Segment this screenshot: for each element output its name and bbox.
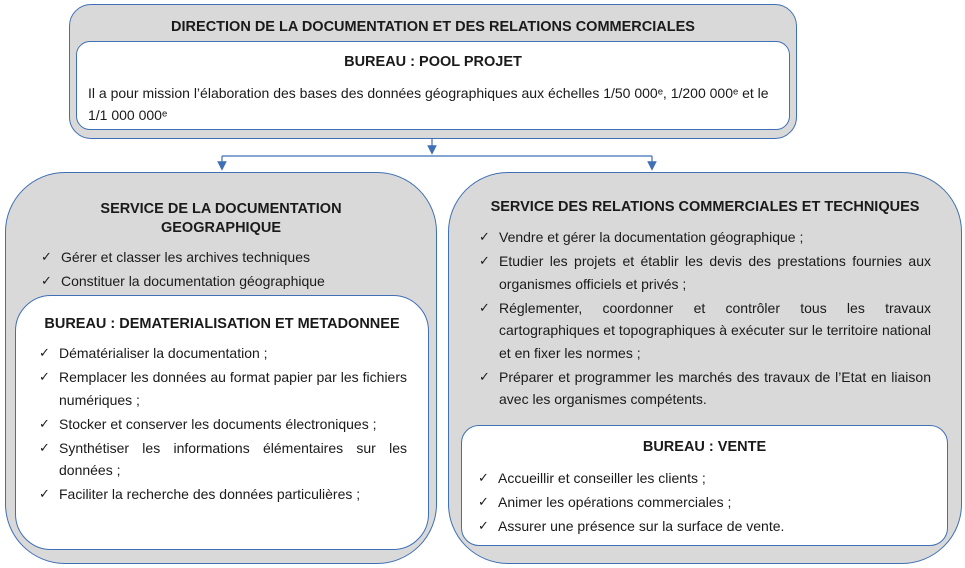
check-icon: ✓ (478, 518, 489, 533)
list-item: ✓ Dématérialiser la documentation ; (37, 342, 407, 365)
service-documentation-box (5, 172, 437, 564)
bureau-pool-projet-text: Il a pour mission l’élaboration des bases des données géographiques aux échelles 1/50 000ᵉ, 1/200 000ᵉ et le 1/1 000 000ᵉ (88, 85, 769, 123)
list-item: ✓ Remplacer les données au format papier par les fichiers numériques ; (37, 366, 407, 411)
check-icon: ✓ (479, 229, 490, 244)
list-item: ✓ Préparer et programmer les marchés des travaux de l’Etat en liaison avec les organismes compétents. (477, 366, 931, 411)
check-icon: ✓ (39, 345, 50, 360)
check-icon: ✓ (41, 249, 52, 264)
check-icon: ✓ (39, 439, 50, 455)
direction-title: DIRECTION DE LA DOCUMENTATION ET DES RELATIONS COMMERCIALES (171, 19, 695, 35)
check-icon: ✓ (478, 494, 489, 509)
list-item: ✓ Gérer et classer les archives techniques (39, 246, 416, 269)
list-item: ✓ Etudier les projets et établir les devis des prestations fournies aux organismes officiels et privés ; (477, 250, 931, 295)
bureau-vente-list (476, 467, 933, 539)
check-icon: ✓ (39, 486, 50, 501)
list-item: ✓ Faciliter la recherche des données particulières ; (37, 483, 407, 506)
bureau-dematerialisation-title: BUREAU : DEMATERIALISATION ET METADONNEE (44, 316, 400, 332)
bureau-vente-box (461, 425, 948, 546)
bureau-vente-title: BUREAU : VENTE (642, 439, 767, 455)
check-icon: ✓ (39, 369, 50, 384)
check-icon: ✓ (479, 253, 490, 268)
list-item: ✓ Stocker et conserver les documents électroniques ; (37, 413, 407, 436)
list-item: ✓ Assurer une présence sur la surface de vente. (476, 515, 933, 538)
bureau-dematerialisation-box (15, 295, 429, 550)
list-item: ✓ Vendre et gérer la documentation géographique ; (477, 226, 931, 249)
list-item: ✓ Synthétiser les informations élémentaires sur les données ; (37, 437, 407, 482)
list-item: ✓ Réglementer, coordonner et contrôler tous les travaux cartographiques et topographiques à exécuter sur le territoire national et en fixer les normes ; (477, 297, 931, 365)
service-documentation-list (39, 246, 416, 294)
service-relations-box (448, 172, 962, 564)
service-relations-title: SERVICE DES RELATIONS COMMERCIALES ET TECHNIQUES (490, 199, 920, 215)
direction-box (69, 4, 797, 139)
check-icon: ✓ (479, 299, 490, 315)
bureau-pool-projet-title: BUREAU : POOL PROJET (344, 54, 522, 70)
check-icon: ✓ (479, 368, 490, 384)
list-item: ✓ Animer les opérations commerciales ; (476, 491, 933, 514)
check-icon: ✓ (478, 470, 489, 485)
bureau-pool-projet-box (76, 41, 790, 130)
bureau-dematerialisation-list (37, 342, 407, 507)
list-item: ✓ Accueillir et conseiller les clients ; (476, 467, 933, 490)
service-relations-list (477, 226, 931, 412)
check-icon: ✓ (41, 273, 52, 288)
list-item: ✓ Constituer la documentation géographique (39, 270, 416, 293)
check-icon: ✓ (39, 415, 50, 431)
service-documentation-title: SERVICE DE LA DOCUMENTATION GEOGRAPHIQUE (100, 201, 342, 236)
